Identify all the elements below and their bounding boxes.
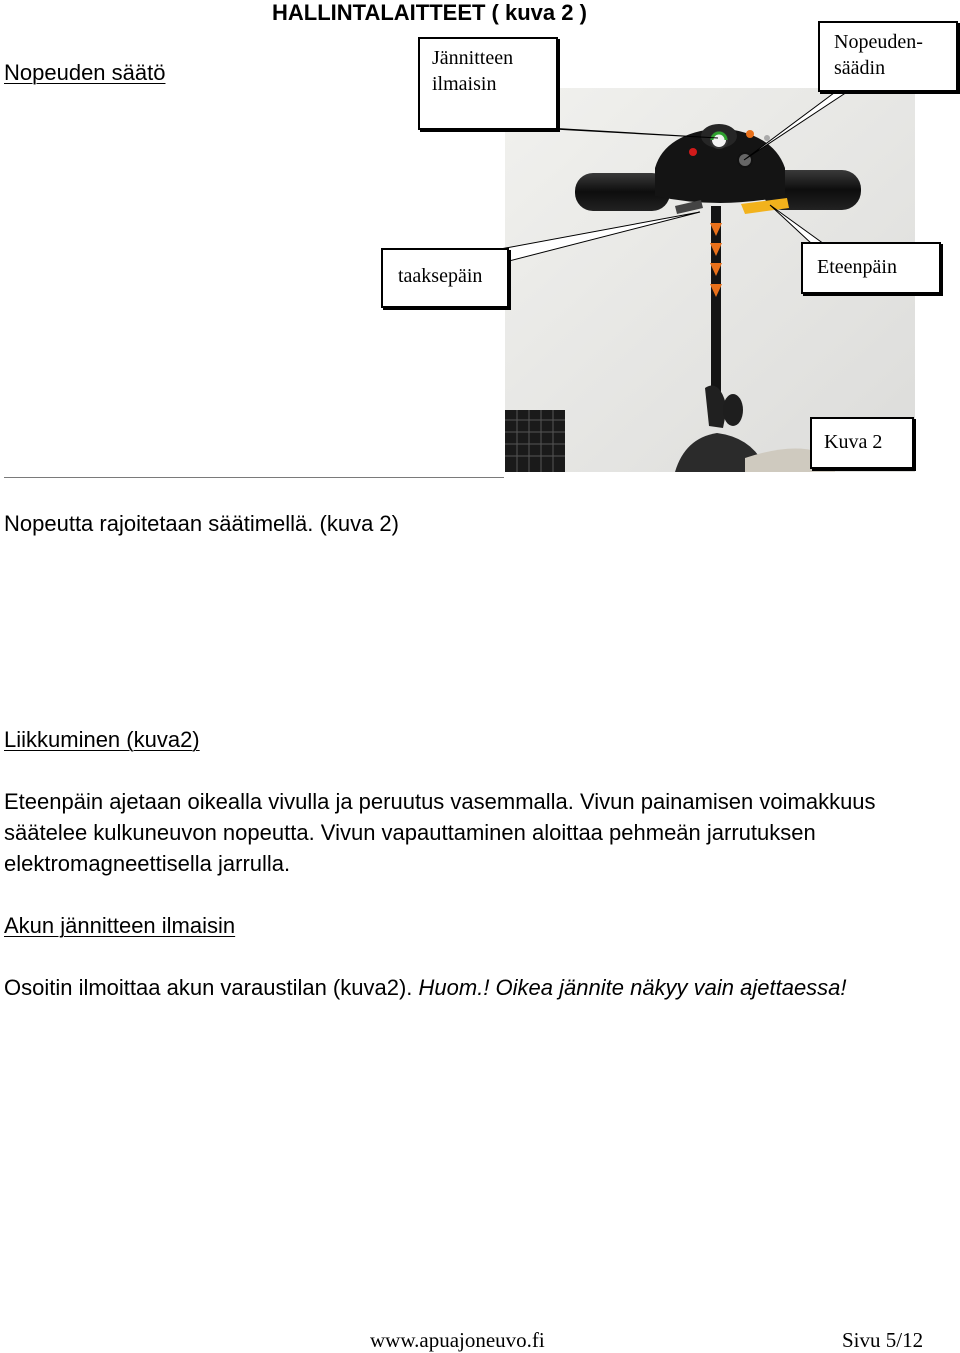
- heading-moving: Liikkuminen (kuva2): [4, 727, 200, 752]
- callout-voltage-line2: ilmaisin: [432, 73, 497, 95]
- heading-speed-control: Nopeuden säätö: [4, 60, 166, 85]
- battery-text-normal: Osoitin ilmoittaa akun varaustilan (kuva2).: [4, 975, 419, 1000]
- section-divider: [4, 477, 504, 478]
- callout-voltage-line1: Jännitteen: [432, 47, 514, 69]
- heading-battery-indicator: Akun jännitteen ilmaisin: [4, 913, 236, 938]
- battery-text-note: Huom.! Oikea jännite näkyy vain ajettaessa!: [418, 975, 847, 1000]
- callout-speed-line1: Nopeuden-: [834, 31, 923, 53]
- callout-backward: taaksepäin: [381, 248, 509, 308]
- callout-speed-line2: säädin: [834, 57, 886, 79]
- footer-website: www.apuajoneuvo.fi: [370, 1328, 545, 1352]
- callout-speed-control: [818, 21, 958, 92]
- speed-control-text: Nopeutta rajoitetaan säätimellä. (kuva 2): [4, 511, 399, 536]
- callout-voltage-indicator: [418, 37, 558, 130]
- footer-page-number: Sivu 5/12: [842, 1328, 924, 1352]
- battery-indicator-text: [4, 972, 934, 1003]
- callout-forward: Eteenpäin: [801, 242, 941, 294]
- document-title: HALLINTALAITTEET ( kuva 2 ): [272, 0, 587, 25]
- moving-text: Eteenpäin ajetaan oikealla vivulla ja peruutus vasemmalla. Vivun painamisen voimakkuus säätelee kulkuneuvon nopeutta. Vivun vapauttaminen aloittaa pehmeän jarrutuksen elektromagneettisella jarrulla.: [4, 789, 876, 876]
- figure-label: Kuva 2: [810, 417, 914, 469]
